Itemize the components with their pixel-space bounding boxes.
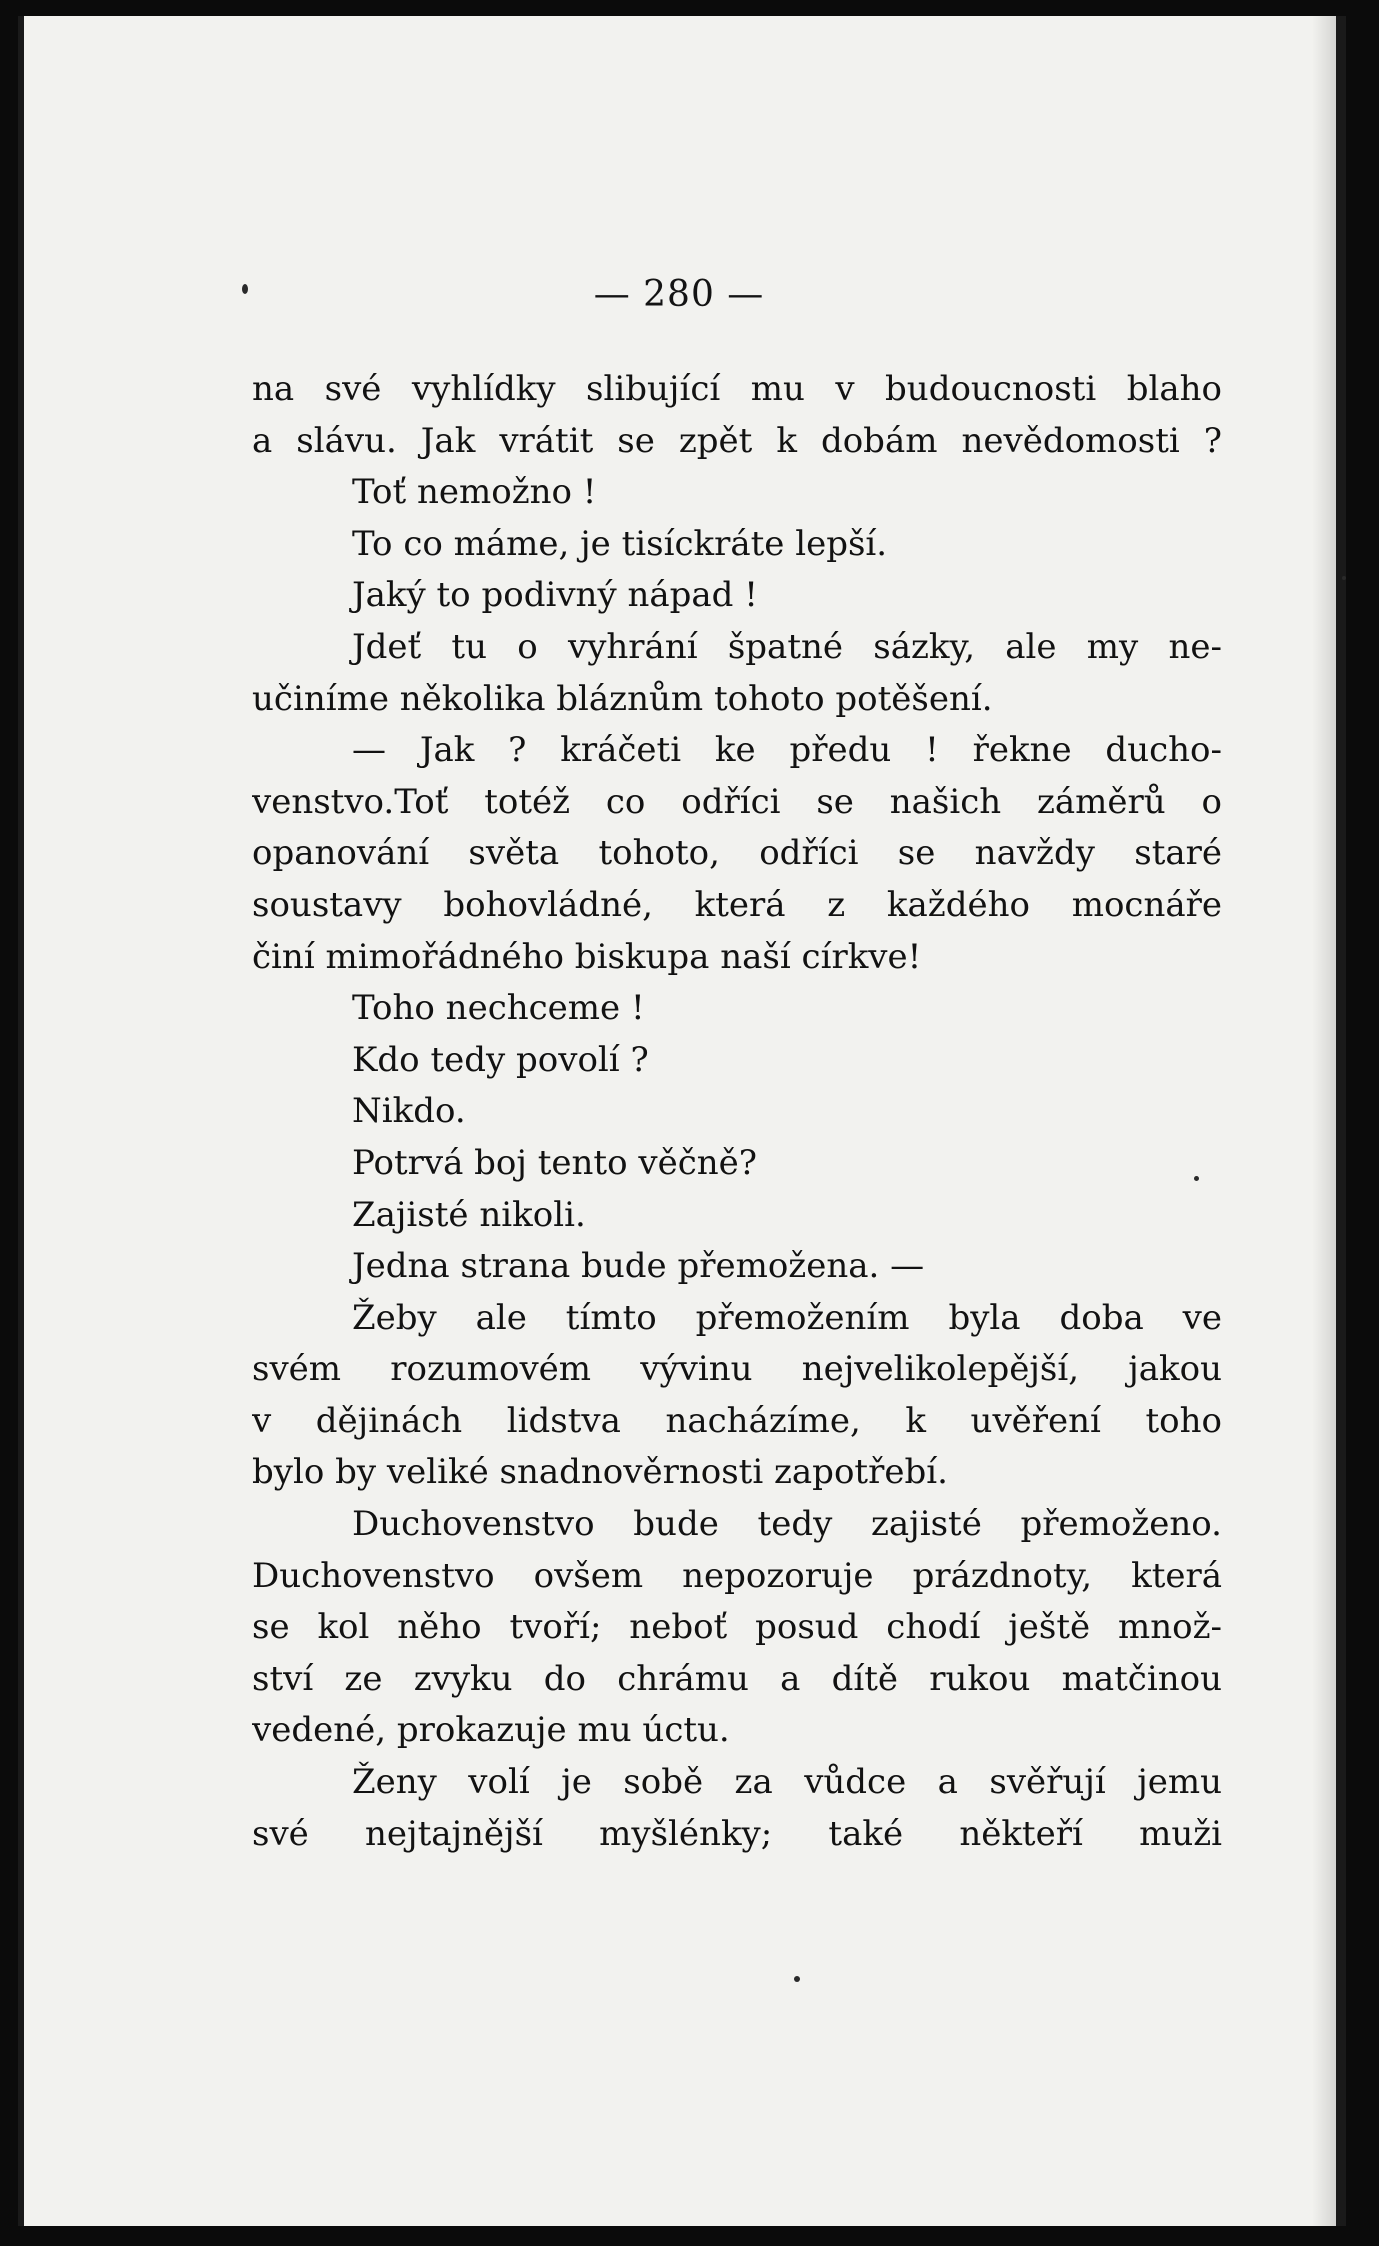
text-line: bylo by veliké snadnověrnosti zapotřebí. [252, 1452, 948, 1493]
text-line: Nikdo. [352, 1091, 466, 1132]
text-line: opanování světa tohoto, odříci se navždy staré [252, 833, 1222, 874]
text-line: Duchovenstvo ovšem nepozoruje prázdnoty, která [252, 1555, 1222, 1596]
text-line: ství ze zvyku do chrámu a dítě rukou matčinou [252, 1658, 1222, 1699]
text-line: Toť nemožno ! [352, 472, 597, 513]
text-line: a slávu. Jak vrátit se zpět k dobám nevědomosti ? [252, 420, 1222, 461]
text-line: svém rozumovém vývinu nejvelikolepější, jakou [252, 1349, 1222, 1390]
paper-speck [794, 1976, 800, 1982]
text-line: Zajisté nikoli. [352, 1194, 586, 1235]
text-line: Toho nechceme ! [352, 988, 645, 1029]
page-edge-shadow [1312, 16, 1336, 2226]
text-line: Jdeť tu o vyhrání špatné sázky, ale my ne- [352, 626, 1222, 667]
text-line: Duchovenstvo bude tedy zajisté přemoženo. [352, 1504, 1222, 1545]
text-line: na své vyhlídky slibující mu v budoucnosti blaho [252, 369, 1222, 409]
text-line: — Jak ? kráčeti ke předu ! řekne ducho- [352, 730, 1222, 771]
body-text [252, 364, 1222, 1860]
text-line: se kol něho tvoří; neboť posud chodí ještě množ- [252, 1607, 1222, 1648]
text-line: Jedna strana bude přemožena. — [352, 1246, 925, 1287]
text-line: Potrvá boj tento věčně? [352, 1142, 757, 1183]
text-line: činí mimořádného biskupa naší církve! [252, 936, 922, 977]
text-line: Ženy volí je sobě za vůdce a svěřují jemu [352, 1762, 1222, 1803]
text-line: v dějinách lidstva nacházíme, k uvěření toho [252, 1400, 1222, 1441]
paper-speck [1194, 1176, 1199, 1181]
paper-speck [1342, 576, 1346, 580]
text-line: Žeby ale tímto přemožením byla doba ve [352, 1297, 1222, 1338]
page-number: — 280 — [593, 274, 765, 315]
text-line: soustavy bohovládné, která z každého mocnáře [252, 884, 1222, 925]
text-line: vedené, prokazuje mu úctu. [252, 1710, 730, 1751]
text-line: Kdo tedy povolí ? [352, 1039, 649, 1080]
text-line: své nejtajnější myšlénky; také někteří muži [252, 1813, 1222, 1854]
text-line: Jaký to podivný nápad ! [352, 575, 758, 616]
text-line: To co máme, je tisíckráte lepší. [352, 523, 888, 564]
paper-speck [242, 284, 248, 294]
text-line: učiníme několika bláznům tohoto potěšení. [252, 678, 993, 719]
book-page [18, 16, 1346, 2226]
text-line: venstvo.Toť totéž co odříci se našich záměrů o [252, 781, 1222, 822]
